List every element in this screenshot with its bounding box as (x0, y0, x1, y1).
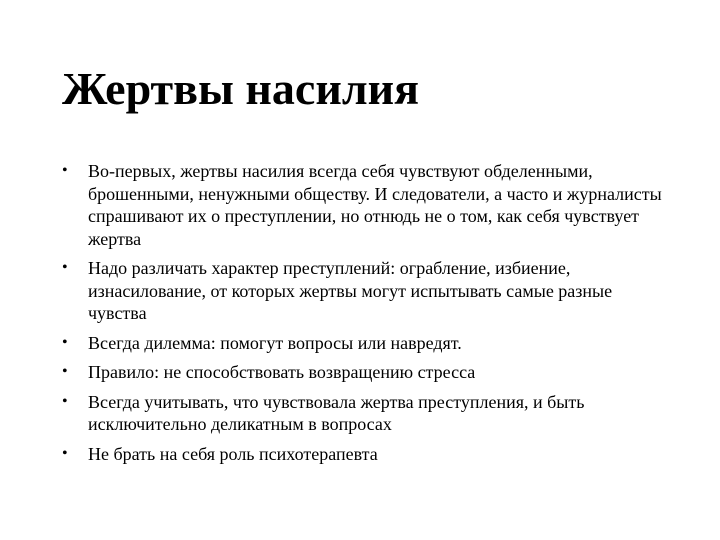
bullet-text: Надо различать характер преступлений: ограбление, избиение, изнасилование, от которых жертвы могут испытывать самые разные чувства (88, 258, 613, 323)
bullet-dot-icon: • (62, 363, 68, 380)
bullet-text: Всегда дилемма: помогут вопросы или навредят. (88, 332, 462, 353)
bullet-item (62, 443, 662, 466)
bullet-item (62, 391, 662, 436)
bullet-dot-icon: • (62, 444, 68, 462)
bullet-dot-icon: • (62, 392, 68, 410)
slide-title: Жертвы насилия (62, 63, 420, 114)
bullet-text: Во-первых, жертвы насилия всегда себя чувствуют обделенными, брошенными, ненужными обществу. И следователи, а часто и журналисты спрашивают их о преступлении, но отнюдь не о том, как себя чувствует жертва (88, 161, 662, 249)
bullet-dot-icon: • (62, 162, 68, 179)
bullet-text: Всегда учитывать, что чувствовала жертва преступления, и быть исключительно деликатным в вопросах (88, 391, 585, 434)
bullet-item (62, 361, 662, 384)
bullet-item (62, 257, 662, 325)
bullet-item (62, 332, 662, 355)
bullet-text: Правило: не способствовать возвращению стресса (88, 362, 476, 382)
bullet-text: Не брать на себя роль психотерапевта (88, 443, 378, 464)
bullet-item (62, 160, 662, 250)
bullet-list (62, 160, 662, 472)
bullet-dot-icon: • (62, 259, 68, 276)
bullet-dot-icon: • (62, 333, 68, 351)
